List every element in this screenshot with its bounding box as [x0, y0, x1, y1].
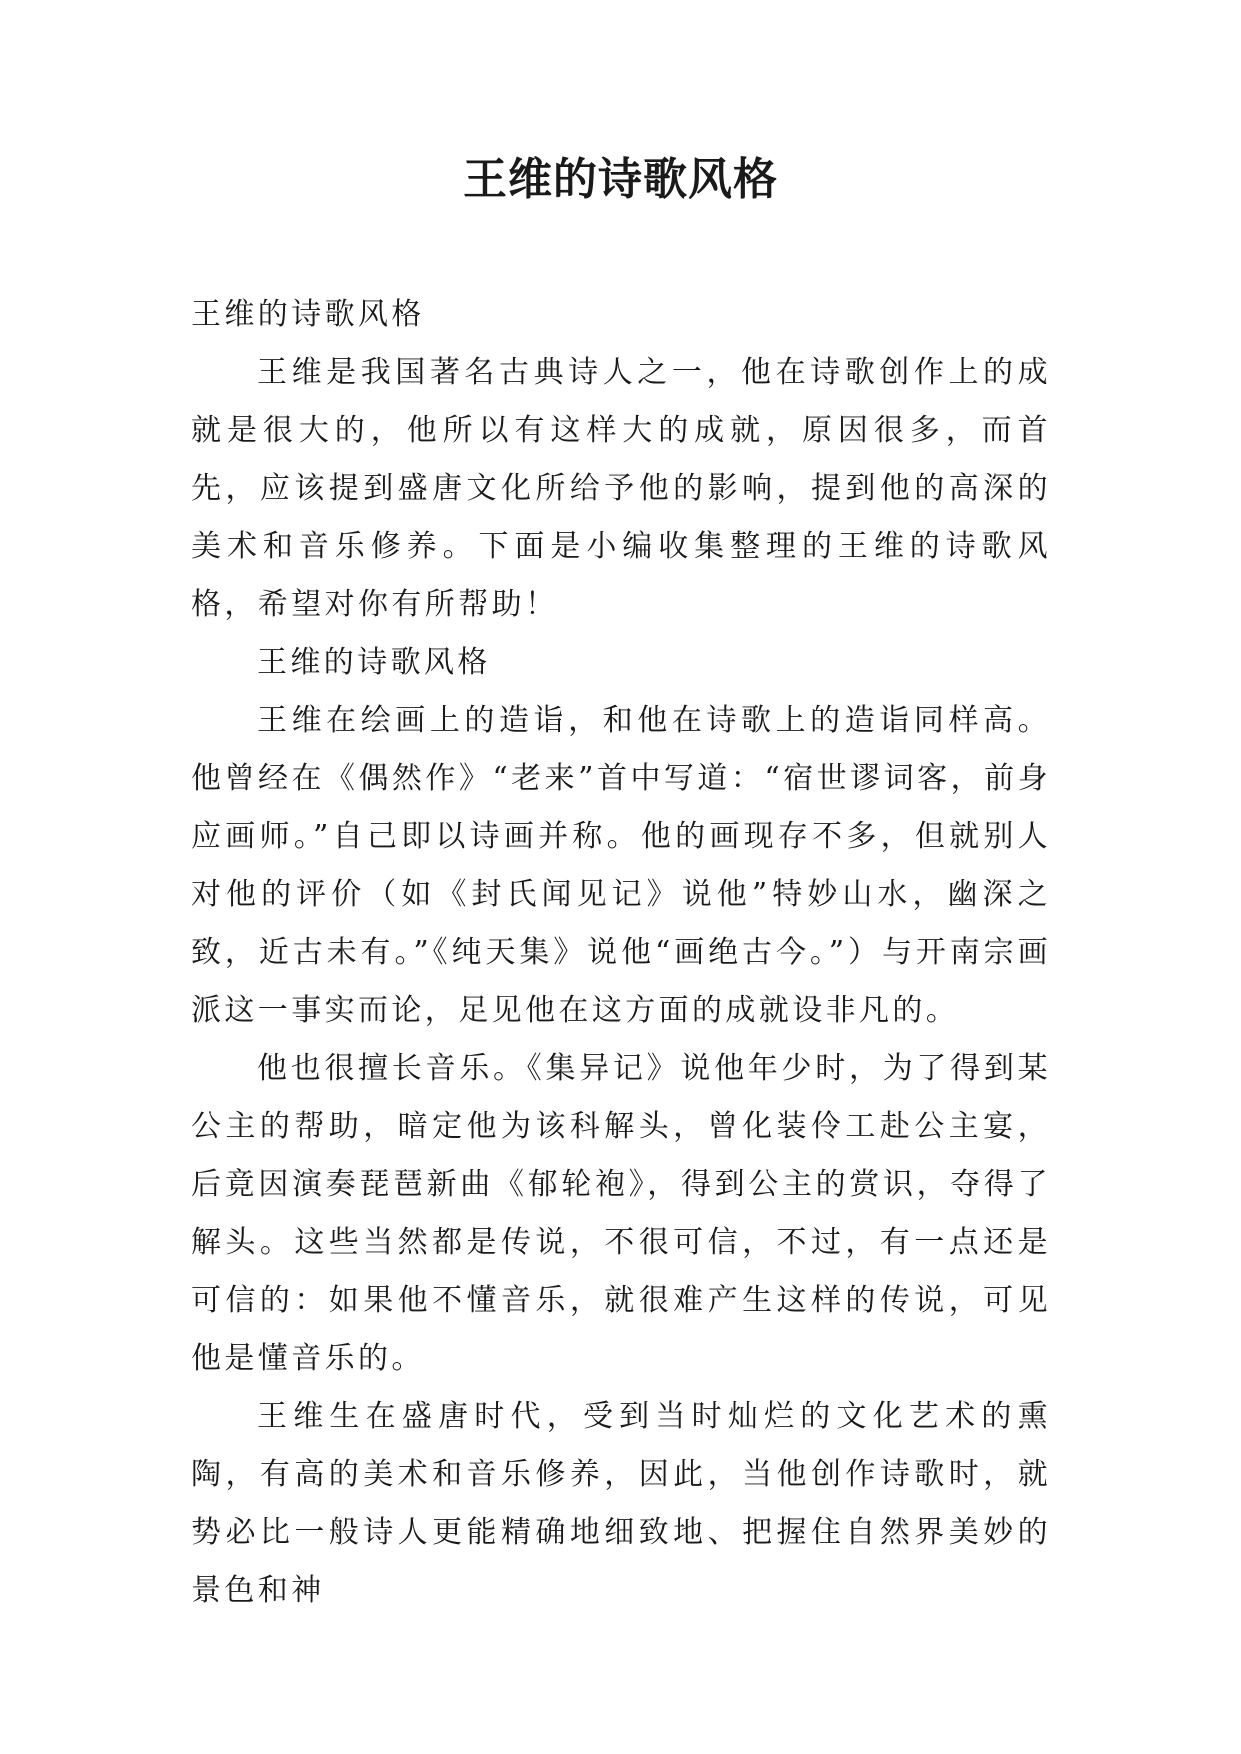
paragraph-painting: 王维在绘画上的造诣，和他在诗歌上的造诣同样高。他曾经在《偶然作》“老来”首中写道：“宿世谬词客，前身应画师。”自己即以诗画并称。他的画现存不多，但就别人对他的评价（如《封氏闻见记》说他”特妙山水，幽深之致，近古未有。”《纯天集》说他“画绝古今。”）与开南宗画派这一事实而论，足见他在这方面的成就设非凡的。: [191, 703, 1051, 1028]
paragraph-intro: 王维是我国著名古典诗人之一，他在诗歌创作上的成就是很大的，他所以有这样大的成就，原因很多，而首先，应该提到盛唐文化所给予他的影响，提到他的高深的美术和音乐修养。下面是小编收集整理的王维的诗歌风格，希望对你有所帮助！: [191, 355, 1051, 622]
section-heading: 王维的诗歌风格: [191, 297, 425, 332]
document-body: [191, 286, 1051, 1620]
paragraph-tang-culture: 王维生在盛唐时代，受到当时灿烂的文化艺术的熏陶，有高的美术和音乐修养，因此，当他创作诗歌时，就势必比一般诗人更能精确地细致地、把握住自然界美妙的景色和神: [191, 1399, 1051, 1608]
paragraph-music: 他也很擅长音乐。《集异记》说他年少时，为了得到某公主的帮助，暗定他为该科解头，曾化装伶工赴公主宴，后竟因演奏琵琶新曲《郁轮袍》，得到公主的赏识，夺得了解头。这些当然都是传说，不很可信，不过，有一点还是可信的：如果他不懂音乐，就很难产生这样的传说，可见他是懂音乐的。: [191, 1051, 1051, 1376]
paragraph-heading: 王维的诗歌风格: [257, 645, 491, 680]
document-title: 王维的诗歌风格: [463, 154, 778, 205]
